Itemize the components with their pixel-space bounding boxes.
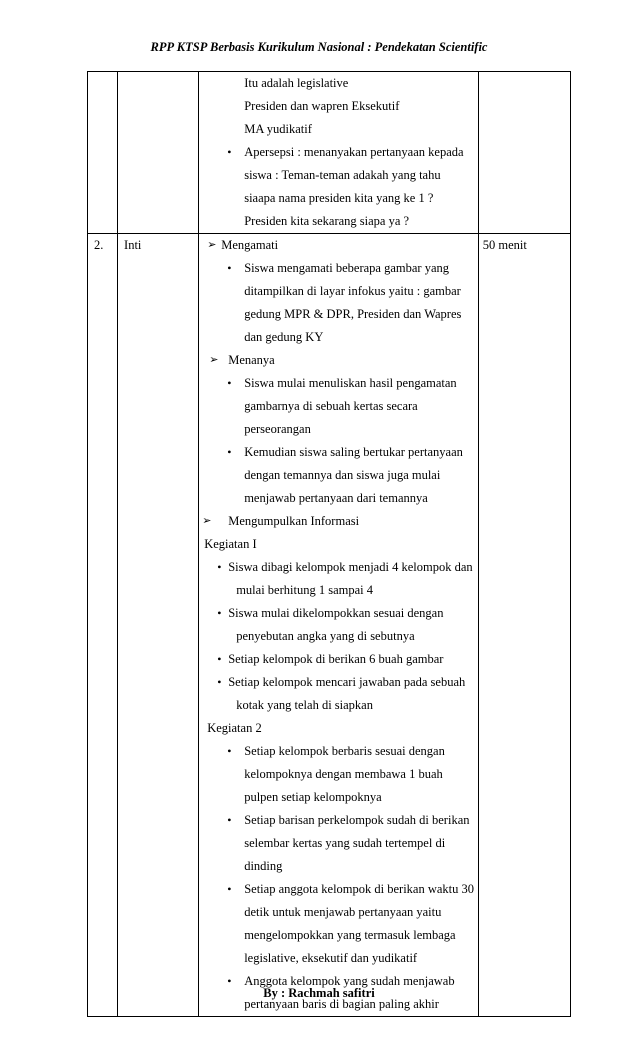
text-line: Presiden kita sekarang siapa ya ? [244, 214, 410, 228]
text-line: selembar kertas yang sudah tertempel di [244, 836, 446, 850]
bullet-item: • Setiap barisan perkelompok sudah di berikan [204, 809, 478, 832]
bullet-item: • Kemudian siswa saling bertukar pertanyaan [204, 441, 478, 464]
text-line: pulpen setiap kelompoknya [244, 790, 382, 804]
text-line: Presiden dan wapren Eksekutif [244, 99, 400, 113]
bullet-item: • Setiap kelompok mencari jawaban pada sebuah [204, 671, 478, 694]
bullet-item: • Siswa mulai dikelompokkan sesuai dengan [204, 602, 478, 625]
arrow-item: ➢ Menanya [204, 349, 478, 372]
bullet-icon: • [227, 882, 232, 896]
bullet-icon: • [227, 445, 232, 459]
text-line: menjawab pertanyaan dari temannya [244, 491, 428, 505]
text-line: legislative, eksekutif dan yudikatif [244, 951, 418, 965]
text-line: gedung MPR & DPR, Presiden dan Wapres [244, 307, 462, 321]
phase-cell [118, 72, 199, 234]
text-line: dan gedung KY [244, 330, 324, 344]
arrow-icon: ➢ [209, 354, 219, 366]
activity-cell [199, 72, 479, 234]
text-line: mengelompokkan yang termasuk lembaga [244, 928, 456, 942]
bullet-icon: • [227, 376, 232, 390]
text-line: dinding [244, 859, 283, 873]
text-line: siaapa nama presiden kita yang ke 1 ? [244, 191, 434, 205]
section-label: Kegiatan 2 [207, 721, 262, 735]
arrow-item: ➢ Mengumpulkan Informasi [204, 510, 478, 533]
bullet-icon: • [227, 744, 232, 758]
text-line: pertanyaan baris di bagian paling akhir [244, 997, 439, 1011]
activity-cell [199, 234, 479, 1017]
time-cell: 50 menit [478, 234, 570, 1017]
text-line: mulai berhitung 1 sampai 4 [236, 583, 373, 597]
text-line: perseorangan [244, 422, 311, 436]
bullet-item: • Setiap anggota kelompok di berikan waktu 30 [204, 878, 478, 901]
bullet-icon: • [227, 974, 232, 988]
text-line: siswa : Teman-teman adakah yang tahu [244, 168, 441, 182]
bullet-item: • Anggota kelompok yang sudah menjawab [204, 970, 478, 993]
bullet-item: • Siswa mengamati beberapa gambar yang [204, 257, 478, 280]
bullet-icon: • [217, 675, 222, 689]
lesson-activity-table [87, 71, 571, 1017]
table-row-inti [88, 234, 571, 1017]
phase-cell: Inti [118, 234, 199, 1017]
table-row-continuation [88, 72, 571, 234]
bullet-icon: • [217, 606, 222, 620]
text-line: detik untuk menjawab pertanyaan yaitu [244, 905, 442, 919]
text-line: gambarnya di sebuah kertas secara [244, 399, 418, 413]
text-line: kelompoknya dengan membawa 1 buah [244, 767, 443, 781]
bullet-icon: • [227, 145, 232, 159]
arrow-icon: ➢ [202, 515, 212, 527]
number-cell [88, 72, 118, 234]
arrow-icon: ➢ [207, 239, 217, 251]
section-label: Kegiatan I [204, 537, 257, 551]
page-header: RPP KTSP Berbasis Kurikulum Nasional : Pendekatan Scientific [150, 40, 488, 54]
bullet-item: • Setiap kelompok berbaris sesuai dengan [204, 740, 478, 763]
bullet-item: • Setiap kelompok di berikan 6 buah gambar [204, 648, 478, 671]
text-line: MA yudikatif [244, 122, 312, 136]
bullet-icon: • [227, 261, 232, 275]
bullet-icon: • [217, 560, 222, 574]
text-line: penyebutan angka yang di sebutnya [236, 629, 415, 643]
text-line: kotak yang telah di siapkan [236, 698, 373, 712]
text-line: dengan temannya dan siswa juga mulai [244, 468, 441, 482]
bullet-item: • Siswa mulai menuliskan hasil pengamatan [204, 372, 478, 395]
number-cell: 2. [88, 234, 118, 1017]
arrow-item: ➢ Mengamati [204, 234, 478, 257]
text-line: ditampilkan di layar infokus yaitu : gambar [244, 284, 461, 298]
bullet-icon: • [227, 813, 232, 827]
time-cell [478, 72, 570, 234]
bullet-icon: • [217, 652, 222, 666]
bullet-item: • Apersepsi : menanyakan pertanyaan kepada [204, 141, 478, 164]
page-footer: By : Rachmah safitri [263, 986, 375, 1000]
bullet-item: • Siswa dibagi kelompok menjadi 4 kelompok dan [204, 556, 478, 579]
text-line: Itu adalah legislative [244, 76, 349, 90]
